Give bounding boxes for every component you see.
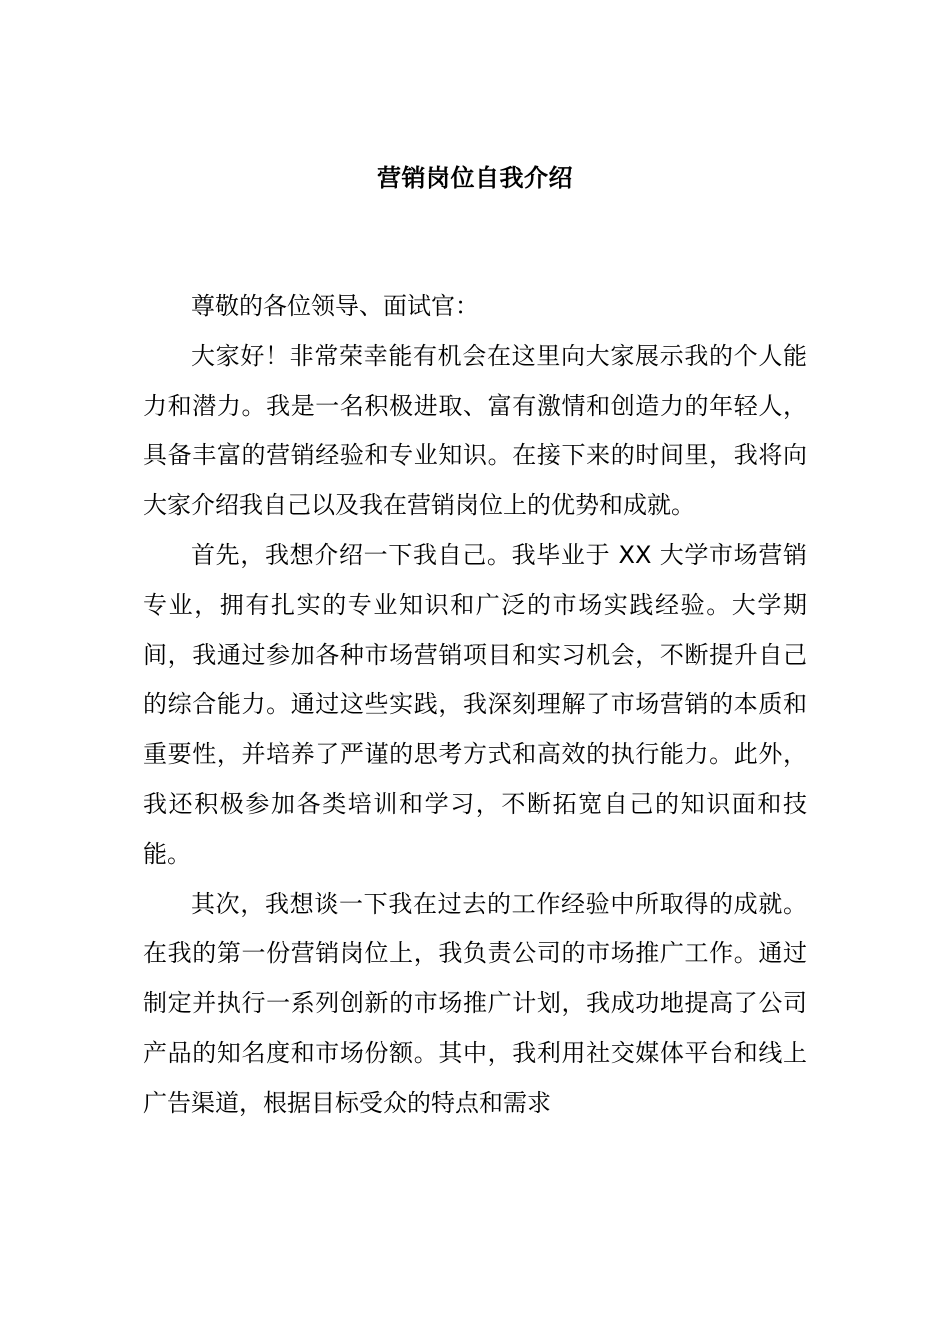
intro-paragraph: 大家好！非常荣幸能有机会在这里向大家展示我的个人能力和潜力。我是一名积极进取、富有激情和创造力的年轻人，具备丰富的营销经验和专业知识。在接下来的时间里，我将向大家介绍我自己以及我在营销岗位上的优势和成就。 — [143, 341, 807, 520]
document-body — [143, 282, 807, 1129]
document-title: 营销岗位自我介绍 — [377, 164, 573, 192]
greeting-paragraph: 尊敬的各位领导、面试官： — [191, 292, 479, 320]
achievements-paragraph: 其次，我想谈一下我在过去的工作经验中所取得的成就。在我的第一份营销岗位上，我负责公司的市场推广工作。通过制定并执行一系列创新的市场推广计划，我成功地提高了公司产品的知名度和市场份额。其中，我利用社交媒体平台和线上广告渠道，根据目标受众的特点和需求 — [143, 889, 807, 1117]
background-paragraph: 首先，我想介绍一下我自己。我毕业于 XX 大学市场营销专业，拥有扎实的专业知识和广泛的市场实践经验。大学期间，我通过参加各种市场营销项目和实习机会，不断提升自己的综合能力。通过这些实践，我深刻理解了市场营销的本质和重要性，并培养了严谨的思考方式和高效的执行能力。此外，我还积极参加各类培训和学习，不断拓宽自己的知识面和技能。 — [143, 540, 807, 868]
